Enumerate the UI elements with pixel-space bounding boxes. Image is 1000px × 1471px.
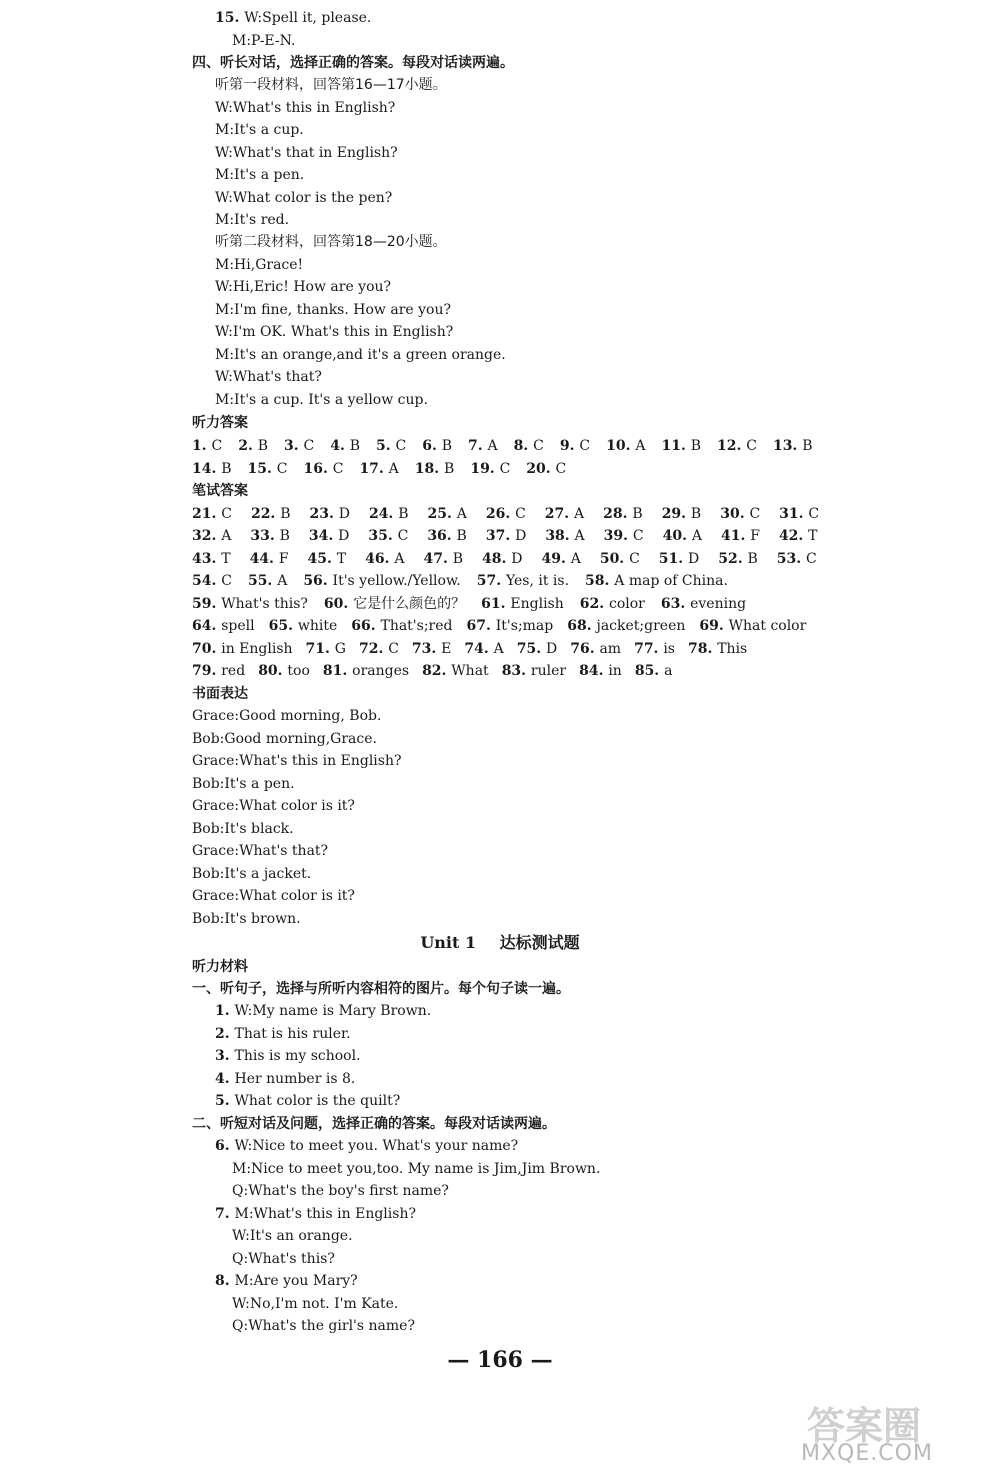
watermark (795, 1395, 990, 1471)
answer-item: 18. B (414, 461, 455, 477)
listening-material-heading: 听力材料 (192, 959, 248, 975)
dialogue-line: M:P-E-N. (232, 33, 296, 49)
writing-line: Bob:It's brown. (192, 911, 301, 927)
dialogue-line: W:What's that in English? (215, 145, 398, 161)
answer-item: 4. B (330, 438, 361, 454)
answer-item: 48. D (482, 551, 523, 567)
section-heading: 四、听长对话，选择正确的答案。每段对话读两遍。 (192, 55, 514, 71)
answer-item: 81. oranges (322, 663, 410, 679)
answer-item: 19. C (470, 461, 511, 477)
answer-item: 85. a (634, 663, 673, 679)
answer-row (192, 504, 838, 524)
sentence-line: 3. This is my school. (215, 1048, 361, 1064)
writing-line: Bob:It's a pen. (192, 776, 295, 792)
sentence-line: 4. Her number is 8. (215, 1071, 356, 1087)
writing-line: Grace:What's this in English? (192, 753, 402, 769)
dialogue-line: M:It's a cup. (215, 122, 304, 138)
answer-item: 27. A (544, 506, 585, 522)
answer-item: 67. It's;map (466, 618, 554, 634)
answer-item: 72. C (358, 641, 399, 657)
answer-item: 24. B (368, 506, 409, 522)
answer-item: 15. C (247, 461, 288, 477)
answer-item: 78. This (687, 641, 748, 657)
dialogue-line: 6. W:Nice to meet you. What's your name? (215, 1138, 519, 1154)
dialogue-line: M:It's a pen. (215, 167, 305, 183)
answer-item: 42. T (778, 528, 818, 544)
answer-item: 64. spell (192, 618, 255, 634)
answer-item: 29. B (661, 506, 702, 522)
answer-item: 75. D (516, 641, 558, 657)
dialogue-line: 8. M:Are you Mary? (215, 1273, 358, 1289)
answer-item: 14. B (192, 461, 232, 477)
dialogue-line: 7. M:What's this in English? (215, 1206, 416, 1222)
writing-line: Grace:Good morning, Bob. (192, 708, 382, 724)
section-heading: 二、听短对话及问题，选择正确的答案。每段对话读两遍。 (192, 1116, 556, 1132)
answer-item: 21. C (192, 506, 232, 522)
answer-row (192, 436, 828, 456)
answer-item: 44. F (249, 551, 289, 567)
listening-answers-heading: 听力答案 (192, 415, 248, 431)
answer-item: 7. A (468, 438, 498, 454)
answer-item: 43. T (192, 551, 231, 567)
section-heading: 一、听句子，选择与所听内容相符的图片。每个句子读一遍。 (192, 981, 570, 997)
page-number: — 166 — (447, 1347, 553, 1373)
answer-item: 11. B (661, 438, 701, 454)
answer-item: 71. G (305, 641, 346, 657)
answer-item: 63. evening (660, 596, 747, 612)
answer-item: 13. B (772, 438, 813, 454)
answer-item: 77. is (634, 641, 675, 657)
watermark-logo: 答案圈 (807, 1404, 922, 1448)
answer-item: 76. am (570, 641, 622, 657)
answer-item: 83. ruler (501, 663, 567, 679)
answer-item: 62. color (579, 596, 645, 612)
unit-title-en: Unit 1 (420, 933, 477, 952)
writing-line: Grace:What color is it? (192, 798, 355, 814)
instruction-line: 听第一段材料，回答第16—17小题。 (215, 77, 447, 93)
dialogue-line: W:It's an orange. (232, 1228, 353, 1244)
answer-item: 33. B (250, 528, 290, 544)
writing-line: Bob:It's black. (192, 821, 294, 837)
answer-item: 41. F (720, 528, 760, 544)
answer-item: 31. C (779, 506, 820, 522)
answer-item: 37. D (485, 528, 527, 544)
writing-line: Grace:What color is it? (192, 888, 355, 904)
answer-item: 82. What (422, 663, 489, 679)
dialogue-line: W:No,I'm not. I'm Kate. (232, 1296, 399, 1312)
sentence-line: 5. What color is the quilt? (215, 1093, 401, 1109)
answer-item: 6. B (422, 438, 453, 454)
answer-item: 65. white (268, 618, 338, 634)
answer-row (192, 594, 762, 614)
answer-item: 12. C (717, 438, 757, 454)
answer-item: 53. C (776, 551, 817, 567)
answer-item: 5. C (376, 438, 407, 454)
answer-item: 3. C (284, 438, 315, 454)
answer-item: 35. C (368, 528, 409, 544)
answer-item: 52. B (718, 551, 758, 567)
watermark-site: MXQE.COM (801, 1441, 933, 1466)
answer-item: 8. C (513, 438, 544, 454)
answer-item: 60. 它是什么颜色的？ (323, 596, 466, 612)
answer-item: 17. A (359, 461, 399, 477)
dialogue-line: Q:What's the boy's first name? (232, 1183, 449, 1199)
dialogue-line: M:I'm fine, thanks. How are you? (215, 302, 451, 318)
answer-item: 39. C (603, 528, 644, 544)
answer-item: 22. B (250, 506, 291, 522)
instruction-line: 听第二段材料，回答第18—20小题。 (215, 234, 447, 250)
answer-item: 34. D (308, 528, 350, 544)
answer-item: 32. A (192, 528, 232, 544)
answer-item: 1. C (192, 438, 223, 454)
answer-item: 26. C (485, 506, 526, 522)
answer-item: 38. A (545, 528, 585, 544)
dialogue-line: Q:What's the girl's name? (232, 1318, 415, 1334)
answer-item: 49. A (541, 551, 581, 567)
answer-item: 36. B (427, 528, 467, 544)
answer-row (192, 661, 685, 681)
answer-row (192, 459, 582, 479)
answer-item: 58. A map of China. (585, 573, 728, 589)
answer-item: 84. in (579, 663, 622, 679)
answer-item: 51. D (658, 551, 700, 567)
writing-line: Bob:It's a jacket. (192, 866, 312, 882)
answer-row (192, 616, 820, 636)
answer-item: 54. C (192, 573, 232, 589)
sentence-line: 1. W:My name is Mary Brown. (215, 1003, 432, 1019)
answer-item: 56. It's yellow./Yellow. (303, 573, 461, 589)
answer-item: 23. D (309, 506, 350, 522)
written-answers-heading: 笔试答案 (192, 483, 248, 499)
answer-item: 30. C (720, 506, 761, 522)
answer-item: 55. A (247, 573, 288, 589)
dialogue-line: M:It's an orange,and it's a green orange. (215, 347, 506, 363)
dialogue-line: W:What's that? (215, 369, 322, 385)
answer-row (192, 639, 760, 659)
writing-line: Grace:What's that? (192, 843, 329, 859)
answer-item: 66. That's;red (351, 618, 453, 634)
dialogue-line: Q:What's this? (232, 1251, 335, 1267)
answer-item: 28. B (603, 506, 643, 522)
answer-item: 47. B (423, 551, 463, 567)
dialogue-line: 15. W:Spell it, please. (215, 10, 372, 26)
dialogue-line: M:Nice to meet you,too. My name is Jim,Jim Brown. (232, 1161, 601, 1177)
sentence-line: 2. That is his ruler. (215, 1026, 351, 1042)
answer-item: 57. Yes, it is. (476, 573, 570, 589)
dialogue-line: W:What's this in English? (215, 100, 396, 116)
answer-item: 69. What color (699, 618, 807, 634)
answer-row (192, 571, 744, 591)
answer-item: 25. A (427, 506, 467, 522)
answer-item: 10. A (606, 438, 646, 454)
answer-item: 45. T (307, 551, 347, 567)
writing-line: Bob:Good morning,Grace. (192, 731, 377, 747)
answer-item: 2. B (238, 438, 269, 454)
unit-title-cn: 达标测试题 (499, 933, 580, 952)
unit-title (0, 932, 1000, 954)
answer-item: 70. in English (192, 641, 293, 657)
answer-item: 74. A (464, 641, 504, 657)
answer-item: 73. E (411, 641, 452, 657)
answer-item: 59. What's this? (192, 596, 308, 612)
answer-item: 61. English (481, 596, 564, 612)
answer-item: 20. C (526, 461, 567, 477)
answer-item: 16. C (303, 461, 344, 477)
answer-row (192, 549, 836, 569)
answer-item: 40. A (662, 528, 702, 544)
dialogue-line: W:Hi,Eric! How are you? (215, 279, 392, 295)
answer-item: 9. C (559, 438, 591, 454)
answer-item: 79. red (192, 663, 246, 679)
answer-item: 50. C (599, 551, 640, 567)
answer-row (192, 526, 837, 546)
answer-item: 68. jacket;green (567, 618, 686, 634)
dialogue-line: M:It's a cup. It's a yellow cup. (215, 392, 428, 408)
dialogue-line: W:I'm OK. What's this in English? (215, 324, 454, 340)
answer-item: 80. too (258, 663, 310, 679)
dialogue-line: M:It's red. (215, 212, 290, 228)
dialogue-line: W:What color is the pen? (215, 190, 393, 206)
dialogue-line: M:Hi,Grace! (215, 257, 304, 273)
answer-item: 46. A (365, 551, 405, 567)
writing-heading: 书面表达 (192, 686, 248, 702)
